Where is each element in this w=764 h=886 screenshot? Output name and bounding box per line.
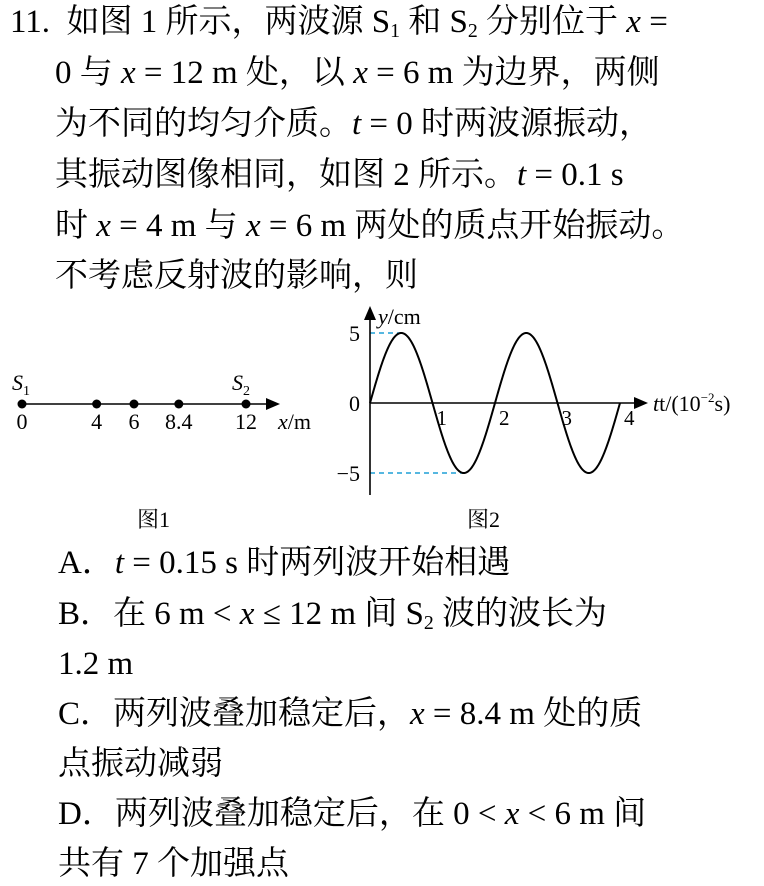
point-marker — [18, 400, 27, 409]
y-tick-label: 5 — [349, 321, 360, 346]
point-marker — [174, 400, 183, 409]
point-marker — [242, 400, 251, 409]
point-marker — [130, 400, 139, 409]
option-d: D．两列波叠加稳定后，在 0 < x < 6 m 间 — [58, 796, 647, 832]
point-label: 8.4 — [165, 409, 193, 434]
y-tick-label: −5 — [336, 461, 360, 486]
y-axis-arrow — [364, 306, 376, 320]
point-label: 0 — [16, 409, 28, 434]
point-label: 4 — [91, 409, 103, 434]
x-tick-label: 2 — [499, 406, 510, 430]
figure-2-caption: 图2 — [467, 507, 501, 532]
source-2-label: $S_2$ — [232, 370, 250, 399]
x-tick-label: 3 — [561, 406, 572, 430]
question-line-1: 11. 如图 1 所示，两波源 $S_1$ 和 $S_2$ 分别位于 x = — [10, 4, 668, 42]
figure-1 — [0, 360, 330, 500]
x-tick-label: 1 — [436, 406, 447, 430]
option-a: A．t = 0.15 s 时两列波开始相遇 — [58, 545, 511, 581]
x-tick-label: 4 — [624, 406, 635, 430]
question-line-4: 其振动图像相同，如图 2 所示。t = 0.1 s — [55, 157, 624, 193]
question-line-3: 为不同的均匀介质。t = 0 时两波源振动， — [55, 106, 653, 142]
y-tick-labels — [337, 321, 360, 486]
source-1-label: $S_1$ — [12, 370, 30, 399]
figure-2-xlabel: $tt/(10^{-2}s)$ — [653, 390, 731, 416]
x-tick-labels — [437, 406, 636, 430]
point-label: 6 — [128, 409, 140, 434]
t-axis-arrow — [634, 397, 648, 409]
option-d-continued: 共有 7 个加强点 — [58, 846, 289, 882]
question-number: 11. — [10, 4, 51, 40]
figure-2 — [330, 300, 750, 500]
question-line-5: 时 x = 4 m 与 x = 6 m 两处的质点开始振动。 — [55, 208, 685, 244]
option-c-continued: 点振动减弱 — [58, 746, 223, 782]
option-c: C．两列波叠加稳定后，x = 8.4 m 处的质 — [58, 696, 643, 732]
figure-1-axis-label: x/m — [278, 409, 311, 434]
y-tick-label: 0 — [349, 391, 360, 416]
option-b-continued: 1.2 m — [58, 646, 134, 682]
point-label: 12 — [235, 409, 257, 434]
figure-2-ylabel: y/cm — [378, 304, 421, 329]
option-b: B．在 6 m < x ≤ 12 m 间 $S_2$ 波的波长为 — [58, 596, 607, 634]
question-line-2: 0 与 x = 12 m 处，以 x = 6 m 为边界，两侧 — [55, 55, 660, 91]
figure-1-caption: 图1 — [137, 507, 171, 532]
point-marker — [92, 400, 101, 409]
question-line-6: 不考虑反射波的影响，则 — [55, 258, 418, 294]
